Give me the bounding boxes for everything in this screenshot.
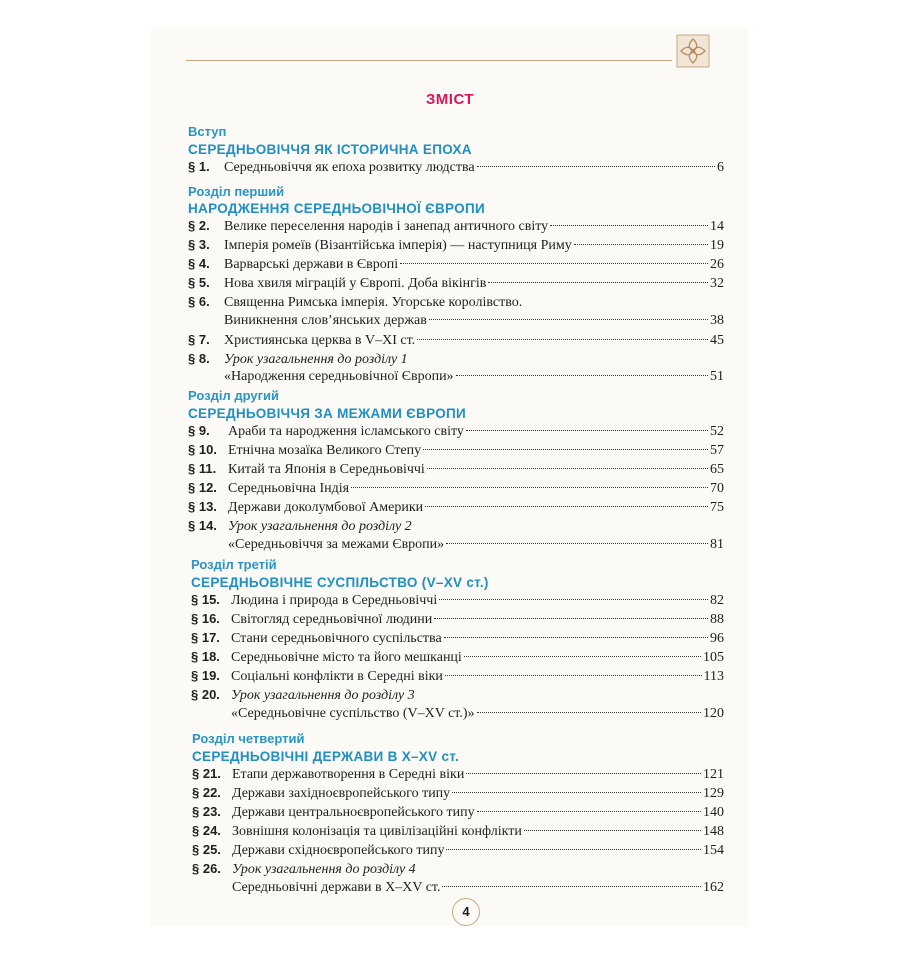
entry-title: Середньовічні держави в X–XV ст. (232, 880, 441, 895)
toc-entry[interactable] (188, 158, 724, 175)
toc-title: ЗМІСТ (425, 91, 475, 108)
section-number: § 11. (188, 461, 217, 476)
page-ref: 32 (710, 276, 724, 291)
section-title: СЕРЕДНЬОВІЧЧЯ ЯК ІСТОРИЧНА ЕПОХА (188, 142, 472, 157)
page-ref: 65 (710, 462, 724, 477)
section-title: СЕРЕДНЬОВІЧЧЯ ЗА МЕЖАМИ ЄВРОПИ (188, 406, 467, 421)
toc-entry[interactable] (188, 236, 724, 253)
page-ref: 57 (710, 443, 724, 458)
toc-entry[interactable] (191, 591, 724, 608)
dot-leader (423, 449, 708, 450)
section-number: § 7. (188, 332, 210, 347)
section-number: § 2. (188, 218, 210, 233)
page-ref: 52 (710, 424, 724, 439)
page-ref: 14 (710, 219, 724, 234)
dot-leader (427, 468, 708, 469)
toc-entry[interactable] (231, 705, 724, 722)
entry-title: Імперія ромеїв (Візантійська імперія) — наступниця Риму (224, 238, 572, 253)
page-ref: 113 (703, 669, 724, 684)
section-number: § 24. (192, 823, 221, 838)
dot-leader (439, 599, 708, 600)
dot-leader (434, 618, 708, 619)
header-rule (186, 60, 672, 61)
page-ref: 105 (703, 650, 724, 665)
page-ref: 148 (703, 824, 724, 839)
section-number: § 22. (192, 785, 221, 800)
entry-title: Середньовіччя як епоха розвитку людства (224, 160, 475, 175)
section-label: Розділ другий (188, 388, 279, 403)
entry-title: «Середньовіччя за межами Європи» (228, 537, 445, 552)
entry-title: Середньовічна Індія (228, 481, 350, 496)
dot-leader (477, 166, 715, 167)
page-ref: 82 (710, 593, 724, 608)
page-ref: 70 (710, 481, 724, 496)
section-label: Розділ четвертий (192, 731, 305, 746)
page-ref: 154 (703, 843, 724, 858)
page-ref: 75 (710, 500, 724, 515)
section-number: § 18. (191, 649, 220, 664)
page-number: 4 (452, 898, 480, 926)
page-ref: 96 (710, 631, 724, 646)
section-number: § 15. (191, 592, 220, 607)
toc-entry[interactable] (191, 648, 724, 665)
entry-title: Стани середньовічного суспільства (231, 631, 442, 646)
entry-title: Велике переселення народів і занепад античного світу (224, 219, 549, 234)
page-ref: 120 (703, 706, 724, 721)
entry-title: Держави центральноєвропейського типу (232, 805, 475, 820)
section-number: § 6. (188, 294, 210, 309)
entry-title: Виникнення слов’янських держав (224, 313, 427, 328)
section-number: § 8. (188, 351, 210, 366)
dot-leader (445, 675, 702, 676)
toc-entry[interactable] (192, 784, 724, 801)
toc-entry[interactable] (224, 368, 724, 385)
entry-title: Варварські держави в Європі (224, 257, 399, 272)
section-number: § 17. (191, 630, 220, 645)
entry-title: Нова хвиля міграцій у Європі. Доба вікінгів (224, 276, 487, 291)
section-number: § 26. (192, 861, 221, 876)
toc-entry[interactable] (191, 629, 724, 646)
section-number: § 21. (192, 766, 221, 781)
entry-title: Держави східноєвропейського типу (232, 843, 445, 858)
page-ref: 129 (703, 786, 724, 801)
entry-title: Урок узагальнення до розділу 2 (228, 519, 412, 534)
entry-title: Держави доколумбової Америки (228, 500, 424, 515)
toc-entry[interactable] (188, 217, 724, 234)
section-label: Вступ (188, 124, 227, 139)
entry-title: Етнічна мозаїка Великого Степу (228, 443, 422, 458)
toc-entry[interactable] (188, 479, 724, 496)
section-number: § 4. (188, 256, 210, 271)
entry-title: «Середньовічне суспільство (V–XV ст.)» (231, 706, 475, 721)
page-ref: 6 (717, 160, 724, 175)
entry-title: Людина і природа в Середньовіччі (231, 593, 438, 608)
section-title: СЕРЕДНЬОВІЧНЕ СУСПІЛЬСТВО (V–XV ст.) (191, 575, 489, 590)
section-number: § 5. (188, 275, 210, 290)
toc-entry[interactable] (188, 441, 724, 458)
dot-leader (417, 339, 708, 340)
section-number: § 14. (188, 518, 217, 533)
toc-entry[interactable] (192, 765, 724, 782)
section-number: § 13. (188, 499, 217, 514)
dot-leader (464, 656, 701, 657)
toc-entry[interactable] (188, 255, 724, 272)
toc-entry[interactable] (191, 610, 724, 627)
page-ref: 140 (703, 805, 724, 820)
section-number: § 1. (188, 159, 210, 174)
entry-title: Урок узагальнення до розділу 3 (231, 688, 415, 703)
section-number: § 16. (191, 611, 220, 626)
toc-entry[interactable] (224, 312, 724, 329)
dot-leader (429, 319, 708, 320)
entry-title: Світогляд середньовічної людини (231, 612, 433, 627)
toc-entry[interactable] (232, 879, 724, 896)
toc-entry[interactable] (188, 498, 724, 515)
section-label: Розділ третій (191, 557, 277, 572)
dot-leader (446, 849, 701, 850)
entry-title: Християнська церква в V–XI ст. (224, 333, 416, 348)
toc-entry[interactable] (192, 841, 724, 858)
entry-title: Урок узагальнення до розділу 4 (232, 862, 416, 877)
toc-entry[interactable] (188, 460, 724, 477)
toc-entry[interactable] (191, 667, 724, 684)
section-number: § 10. (188, 442, 217, 457)
dot-leader (351, 487, 708, 488)
page-ref: 51 (710, 369, 724, 384)
toc-entry-line[interactable] (192, 860, 724, 877)
entry-title: Зовнішня колонізація та цивілізаційні конфлікти (232, 824, 522, 839)
dot-leader (400, 263, 708, 264)
entry-title: Середньовічне місто та його мешканці (231, 650, 462, 665)
dot-leader (442, 886, 701, 887)
page-ref: 81 (710, 537, 724, 552)
dot-leader (425, 506, 708, 507)
dot-leader (452, 792, 701, 793)
page-ref: 88 (710, 612, 724, 627)
entry-title: Священна Римська імперія. Угорське королівство. (224, 295, 523, 310)
toc-entry[interactable] (188, 422, 724, 439)
dot-leader (446, 543, 708, 544)
page-ref: 38 (710, 313, 724, 328)
section-title: НАРОДЖЕННЯ СЕРЕДНЬОВІЧНОЇ ЄВРОПИ (188, 201, 485, 216)
section-number: § 9. (188, 423, 210, 438)
dot-leader (524, 830, 701, 831)
page-ref: 162 (703, 880, 724, 895)
dot-leader (466, 773, 701, 774)
section-number: § 3. (188, 237, 210, 252)
dot-leader (550, 225, 708, 226)
section-number: § 23. (192, 804, 221, 819)
toc-entry[interactable] (228, 536, 724, 553)
page-ref: 45 (710, 333, 724, 348)
section-number: § 25. (192, 842, 221, 857)
section-title: СЕРЕДНЬОВІЧНІ ДЕРЖАВИ В X–XV ст. (192, 749, 460, 764)
toc-entry-line[interactable] (188, 293, 724, 310)
page-ref: 121 (703, 767, 724, 782)
section-label: Розділ перший (188, 184, 285, 199)
entry-title: Китай та Японія в Середньовіччі (228, 462, 425, 477)
entry-title: Держави західноєвропейського типу (232, 786, 451, 801)
toc-entry-line[interactable] (188, 517, 724, 534)
entry-title: «Народження середньовічної Європи» (224, 369, 454, 384)
dot-leader (574, 244, 708, 245)
section-number: § 20. (191, 687, 220, 702)
dot-leader (466, 430, 708, 431)
section-number: § 12. (188, 480, 217, 495)
floral-ornament-icon (676, 34, 710, 68)
section-number: § 19. (191, 668, 220, 683)
dot-leader (477, 811, 701, 812)
toc-entry[interactable] (188, 331, 724, 348)
entry-title: Соціальні конфлікти в Середні віки (231, 669, 443, 684)
dot-leader (456, 375, 708, 376)
toc-entry[interactable] (192, 822, 724, 839)
entry-title: Араби та народження ісламського світу (228, 424, 464, 439)
toc-entry-line[interactable] (188, 350, 724, 367)
toc-entry[interactable] (192, 803, 724, 820)
toc-entry-line[interactable] (191, 686, 724, 703)
page-ref: 19 (710, 238, 724, 253)
entry-title: Етапи державотворення в Середні віки (232, 767, 465, 782)
dot-leader (444, 637, 708, 638)
dot-leader (488, 282, 708, 283)
toc-entry[interactable] (188, 274, 724, 291)
dot-leader (477, 712, 701, 713)
entry-title: Урок узагальнення до розділу 1 (224, 352, 408, 367)
page-ref: 26 (710, 257, 724, 272)
